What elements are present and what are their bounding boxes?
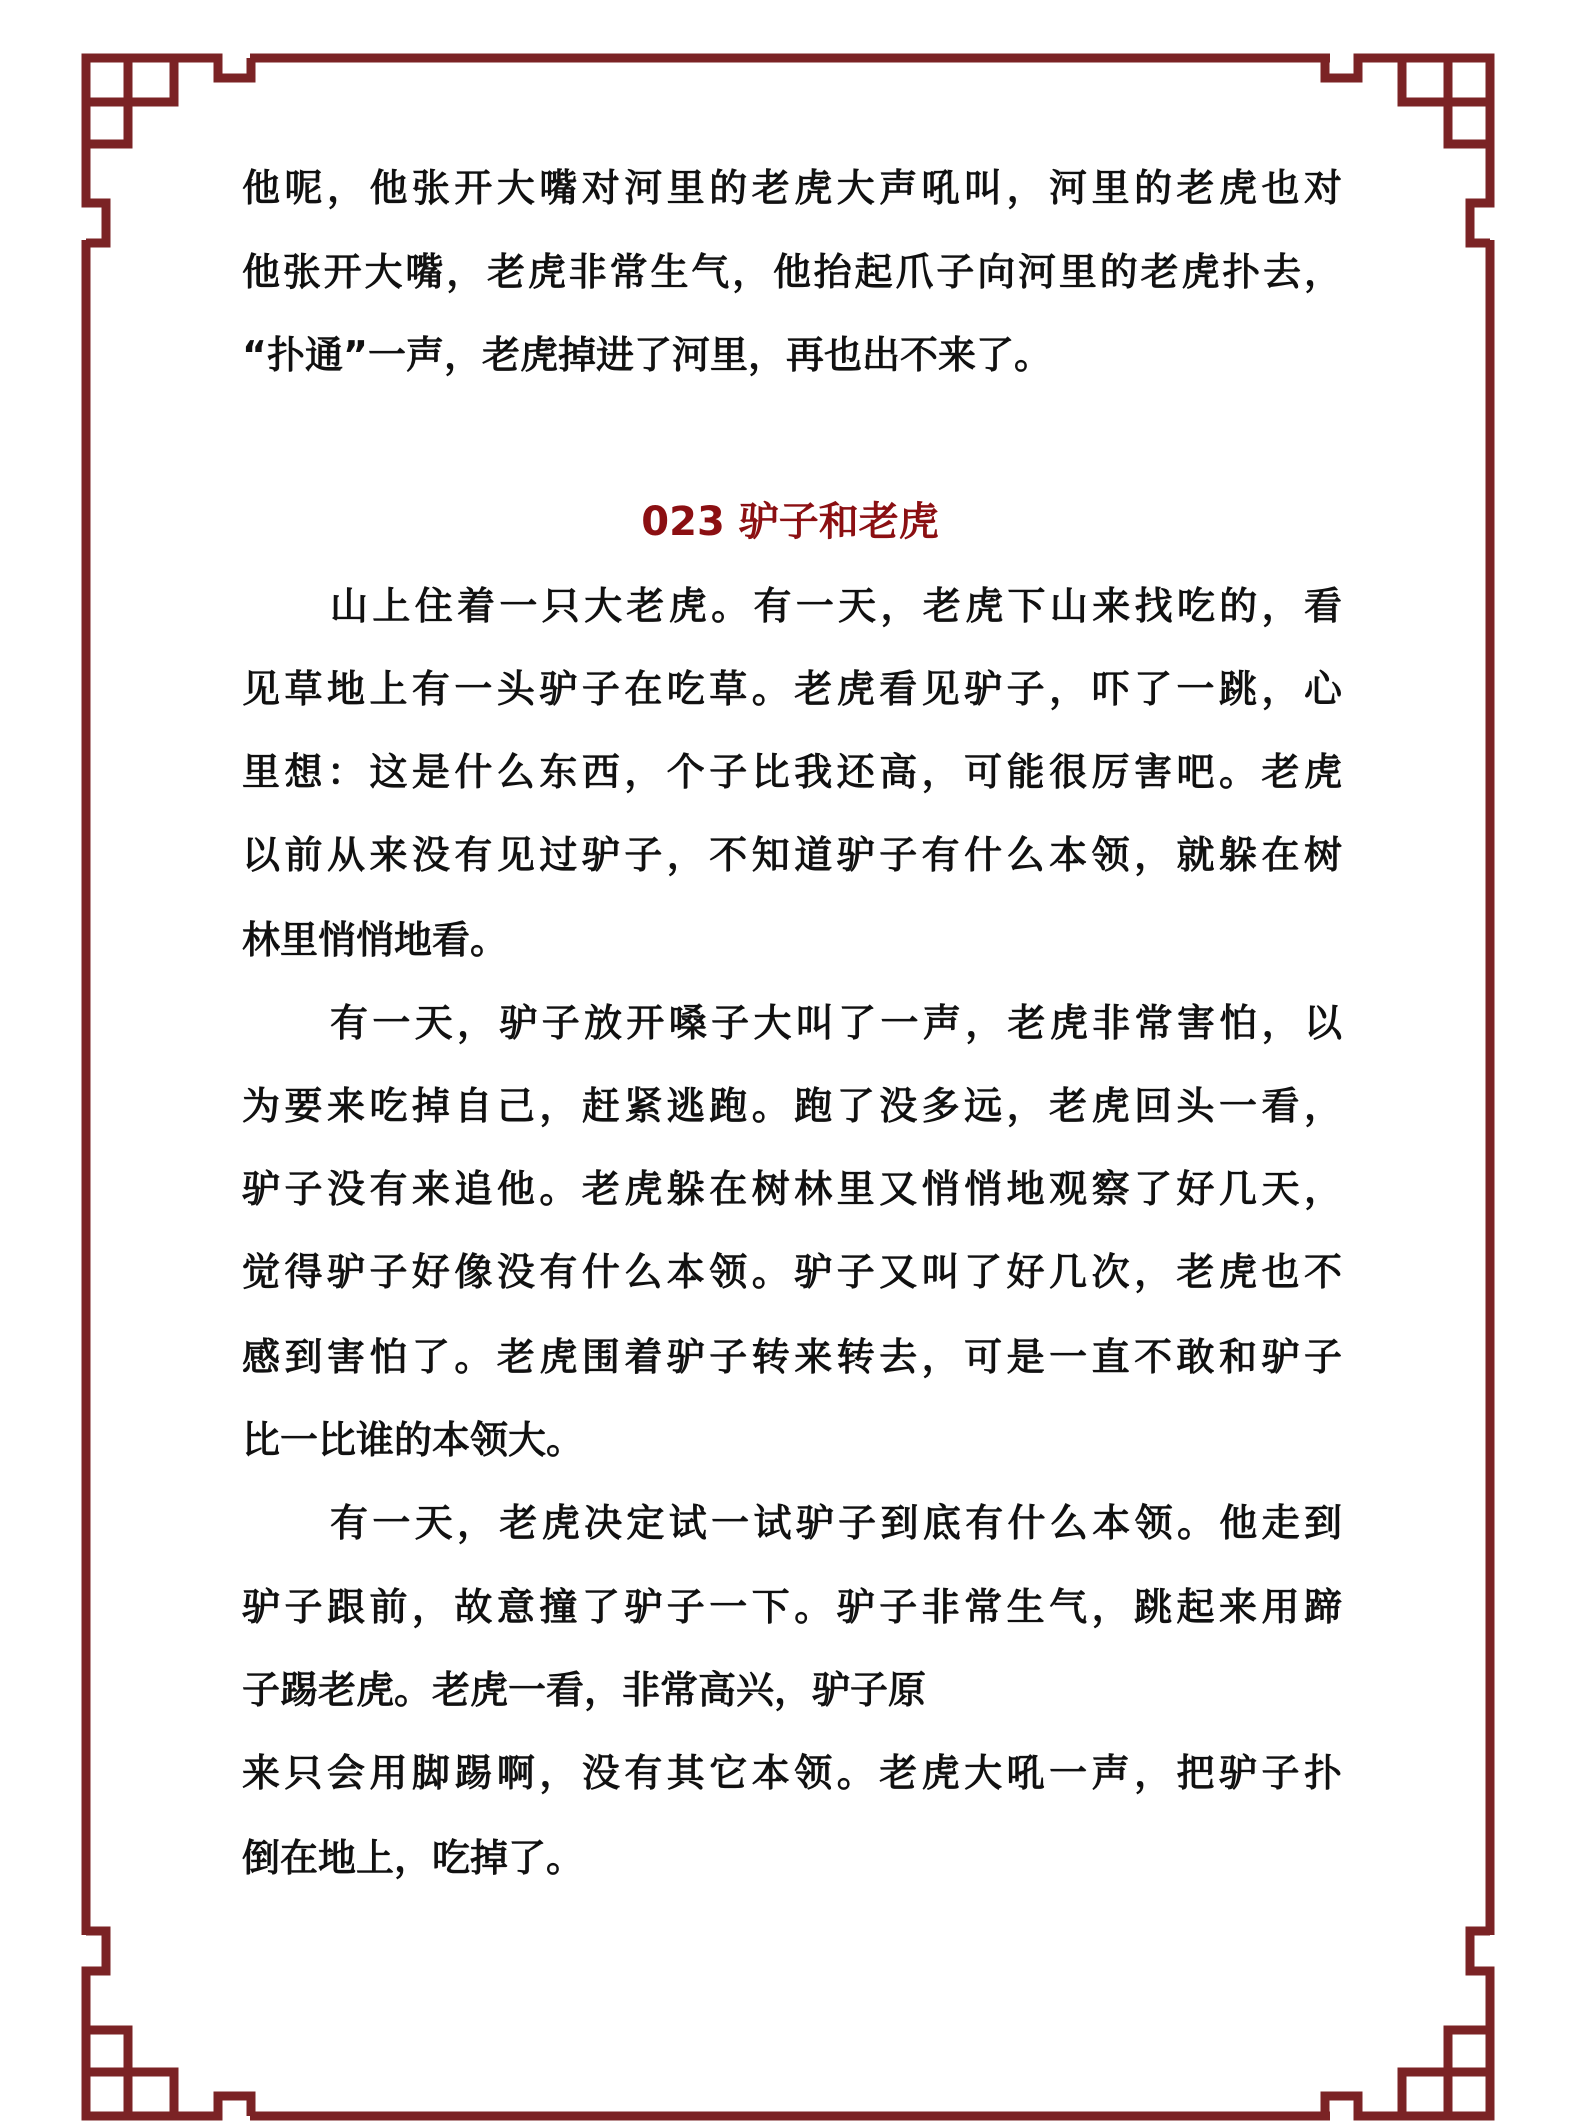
text-line: “扑通”一声，老虎掉进了河里，再也出不来了。 (242, 333, 1052, 377)
text-line: 以前从来没有见过驴子，不知道驴子有什么本领，就躲在树 (242, 833, 1342, 877)
text-line: 他呢，他张开大嘴对河里的老虎大声吼叫，河里的老虎也对 (242, 166, 1342, 210)
text-line: 驴子没有来追他。老虎躲在树林里又悄悄地观察了好几天， (242, 1167, 1342, 1211)
text-line: 比一比谁的本领大。 (242, 1418, 585, 1462)
text-line: 林里悄悄地看。 (242, 918, 509, 962)
story-title: 023 驴子和老虎 (641, 499, 939, 545)
text-line: 感到害怕了。老虎围着驴子转来转去，可是一直不敢和驴子 (242, 1335, 1342, 1379)
text-line: 有一天，老虎决定试一试驴子到底有什么本领。他走到 (330, 1501, 1342, 1545)
text-line: 来只会用脚踢啊，没有其它本领。老虎大吼一声，把驴子扑 (242, 1751, 1342, 1795)
text-line: 驴子跟前，故意撞了驴子一下。驴子非常生气，跳起来用蹄 (242, 1585, 1342, 1629)
text-line: 他张开大嘴，老虎非常生气，他抬起爪子向河里的老虎扑去， (242, 250, 1342, 294)
corner-bottom-left (86, 1931, 251, 2116)
text-line: 里想：这是什么东西，个子比我还高，可能很厉害吧。老虎 (242, 750, 1342, 794)
text-line: 觉得驴子好像没有什么本领。驴子又叫了好几次，老虎也不 (242, 1250, 1342, 1294)
text-line: 见草地上有一头驴子在吃草。老虎看见驴子，吓了一跳，心 (242, 667, 1342, 711)
text-line: 有一天，驴子放开嗓子大叫了一声，老虎非常害怕，以 (330, 1001, 1342, 1045)
corner-bottom-right (1325, 1931, 1490, 2116)
text-line: 为要来吃掉自己，赶紧逃跑。跑了没多远，老虎回头一看， (242, 1084, 1342, 1128)
text-line: 山上住着一只大老虎。有一天，老虎下山来找吃的，看 (330, 584, 1342, 628)
text-line: 倒在地上，吃掉了。 (242, 1836, 585, 1880)
corner-top-right (1325, 58, 1490, 243)
text-line: 子踢老虎。老虎一看，非常高兴，驴子原 (242, 1668, 927, 1712)
corner-top-left (86, 58, 256, 248)
